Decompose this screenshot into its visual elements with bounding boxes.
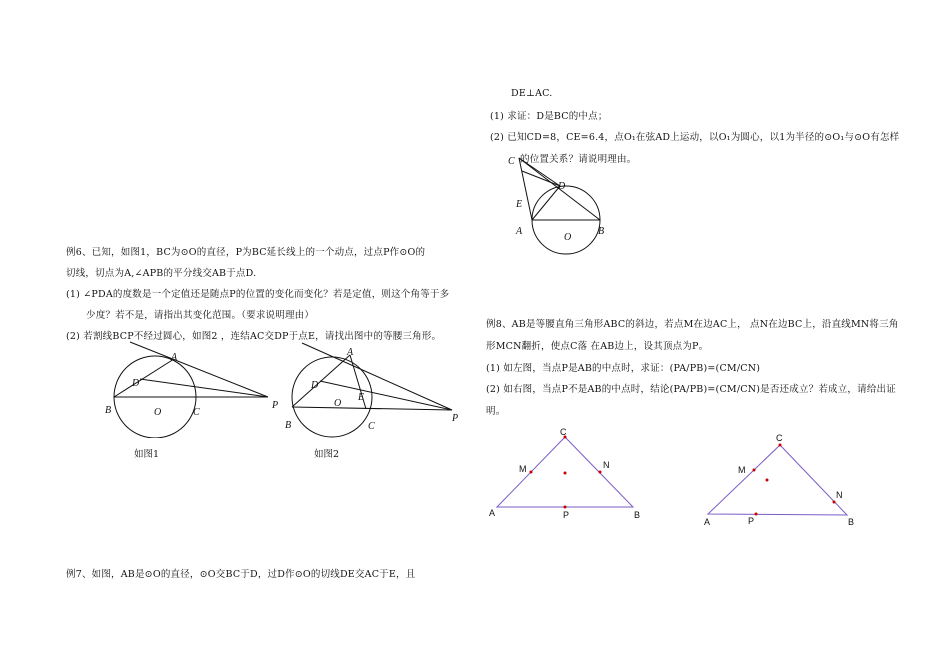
- ex6-text-line2: 切线，切点为A,∠APB的平分线交AB于点D.: [66, 268, 257, 279]
- ex6-text-line4: 少度？若不是，请指出其变化范围。（要求说明理由）: [86, 310, 315, 321]
- ex6-figure-2-caption: 如图2: [314, 449, 340, 460]
- ex6-fig1-label-O: O: [154, 407, 162, 418]
- ex7-figure: [505, 150, 615, 260]
- ex8-right-label-C: C: [776, 433, 783, 443]
- ex6-text-line1: 例6、已知，如图1，BC为⊙O的直径，P为BC延长线上的一个动点，过点P作⊙O的: [66, 247, 426, 258]
- ex6-fig1-label-B: B: [105, 405, 112, 416]
- ex8-left-label-A: A: [489, 508, 496, 518]
- ex7-text-line2: DE⊥AC.: [511, 88, 553, 99]
- ex6-fig2-label-P: P: [452, 413, 459, 424]
- ex6-fig2-label-E: E: [358, 392, 365, 403]
- ex8-right-label-M: M: [738, 465, 746, 475]
- ex6-text-line5: (2) 若割线BCP不经过圆心，如图2 ，连结AC交DP于点E，请找出图中的等腰三角形。: [66, 331, 442, 342]
- ex7-label-E: E: [516, 199, 523, 210]
- ex8-question-2: (2) 如右图，当点P不是AB的中点时，结论(PA/PB)=(CM/CN)是否还成立？若成立，请给出证: [486, 384, 896, 395]
- ex6-text-line3: (1) ∠PDA的度数是一个定值还是随点P的位置的变化而变化？若是定值，则这个角等于多: [66, 289, 450, 300]
- ex6-fig2-label-O: O: [334, 398, 342, 409]
- ex6-fig1-label-P: P: [272, 400, 279, 411]
- ex7-label-C: C: [508, 156, 515, 167]
- ex7-question-2: (2) 已知CD=8，CE=6.4，点O₁在弦AD上运动，以O₁为圆心，以1为半径的⊙O₁与⊙O有怎样: [490, 132, 900, 143]
- ex7-question-1: (1) 求证：D是BC的中点；: [490, 111, 608, 122]
- ex6-fig2-label-B: B: [285, 420, 292, 431]
- ex7-label-O: O: [564, 232, 572, 243]
- ex7-question-2-cont: 的位置关系？请说明理由。: [520, 154, 637, 165]
- ex8-text-line1: 例8、AB是等腰直角三角形ABC的斜边，若点M在边AC上， 点N在边BC上，沿直线MN将三角: [486, 319, 899, 330]
- ex6-figure-1-caption: 如图1: [134, 449, 160, 460]
- ex6-fig2-label-D: D: [311, 380, 319, 391]
- ex8-left-label-M: M: [519, 464, 527, 474]
- ex7-text-line1: 例7、如图，AB是⊙O的直径，⊙O交BC于D，过D作⊙O的切线DE交AC于E，且: [66, 569, 416, 580]
- ex8-text-line2: 形MCN翻折，使点C落 在AB边上，设其顶点为P。: [486, 341, 709, 352]
- ex6-fig1-label-C: C: [193, 407, 200, 418]
- ex6-fig2-label-A: A: [347, 347, 354, 358]
- ex8-right-label-P: P: [748, 516, 755, 526]
- ex8-right-label-N: N: [836, 490, 843, 500]
- ex8-right-triangle: [700, 425, 870, 530]
- ex6-figure-1: [100, 338, 285, 438]
- ex8-left-label-B: B: [634, 510, 641, 520]
- ex7-label-A: A: [516, 226, 523, 237]
- ex8-left-label-N: N: [603, 460, 610, 470]
- ex6-fig1-label-A: A: [171, 352, 178, 363]
- ex8-question-2-cont: 明。: [486, 406, 506, 417]
- ex6-figure-2: [280, 338, 465, 438]
- ex8-left-triangle: [485, 425, 655, 525]
- ex6-fig1-label-D: D: [132, 378, 140, 389]
- ex8-left-label-P: P: [563, 510, 570, 520]
- ex6-fig2-label-C: C: [368, 421, 375, 432]
- ex7-label-D: D: [558, 181, 566, 192]
- ex8-right-label-A: A: [704, 517, 711, 527]
- ex8-right-label-B: B: [848, 517, 855, 527]
- ex7-label-B: B: [598, 226, 605, 237]
- ex8-left-label-C: C: [560, 427, 567, 437]
- ex8-question-1: (1) 如左图，当点P是AB的中点时，求证：(PA/PB)=(CM/CN): [486, 363, 761, 374]
